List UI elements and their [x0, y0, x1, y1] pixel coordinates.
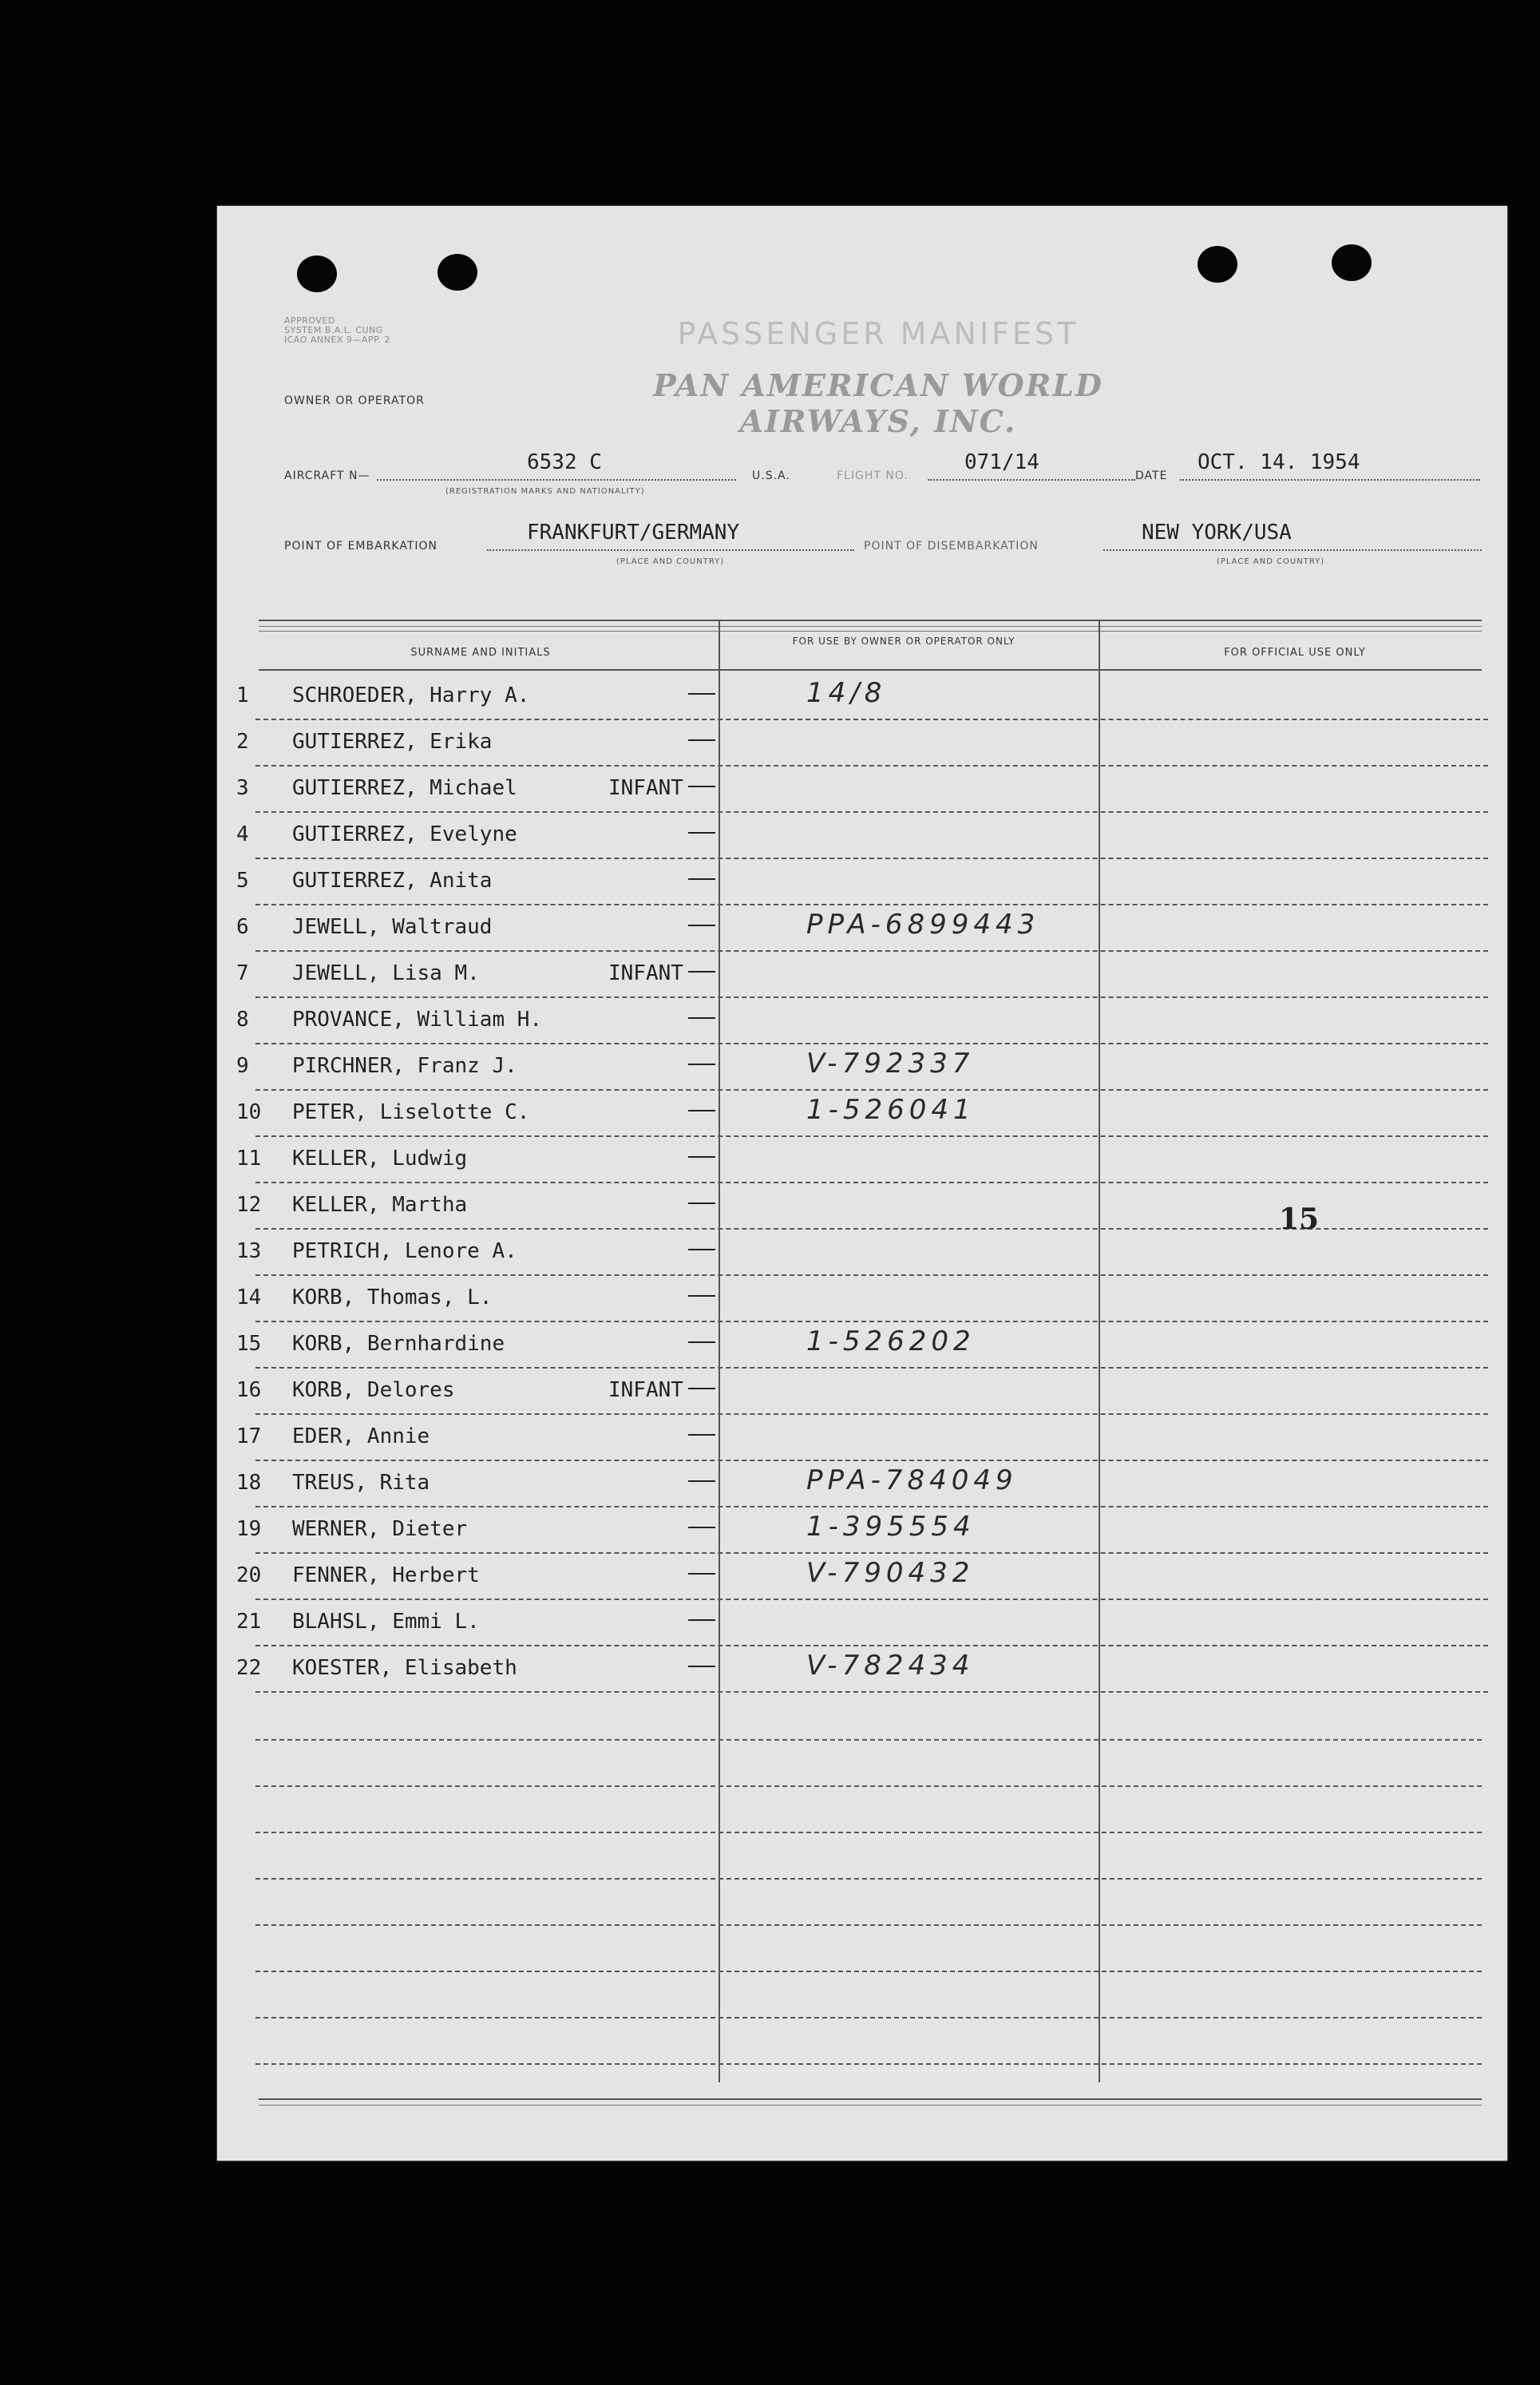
passenger-row: [217, 720, 1507, 767]
handwritten-entry: V-790432: [806, 1557, 975, 1589]
official-count: 15: [1279, 1202, 1320, 1236]
date-label: DATE: [1135, 469, 1168, 482]
disembarkation-value: NEW YORK/USA: [1142, 521, 1292, 545]
column-official-use: FOR OFFICIAL USE ONLY: [1224, 647, 1366, 659]
row-number: 21: [236, 1610, 262, 1634]
passenger-name: PETRICH, Lenore A.: [292, 1239, 517, 1263]
row-number: 17: [236, 1424, 262, 1448]
passenger-row: [217, 1230, 1507, 1276]
check-mark: [688, 739, 715, 741]
blank-row-rule: [255, 2017, 1482, 2019]
passenger-name: KELLER, Martha: [292, 1193, 468, 1217]
punch-hole: [1198, 246, 1237, 283]
passenger-name: BLAHSL, Emmi L.: [292, 1610, 480, 1634]
row-number: 22: [236, 1656, 262, 1680]
passenger-row: [217, 1415, 1507, 1461]
passenger-row: [217, 859, 1507, 905]
row-number: 13: [236, 1239, 262, 1263]
approval-line: SYSTEM B.A.L. CUNG: [284, 325, 383, 335]
row-number: 18: [236, 1471, 262, 1495]
passenger-name: WERNER, Dieter: [292, 1517, 468, 1541]
passenger-name: SCHROEDER, Harry A.: [292, 683, 530, 707]
blank-row-rule: [255, 1739, 1482, 1741]
passenger-row: [217, 767, 1507, 813]
passenger-row: [217, 1137, 1507, 1183]
passenger-row: [217, 1091, 1507, 1137]
passenger-row: [217, 1646, 1507, 1693]
approval-line: APPROVED: [284, 315, 335, 326]
check-mark: [688, 1480, 715, 1482]
passenger-name: KORB, Thomas, L.: [292, 1286, 493, 1309]
passenger-name: JEWELL, Waltraud: [292, 915, 493, 939]
passenger-name: PETER, Liselotte C.: [292, 1100, 530, 1124]
check-mark: [688, 1341, 715, 1343]
row-number: 16: [236, 1378, 262, 1402]
check-mark: [688, 971, 715, 973]
check-mark: [688, 925, 715, 926]
embarkation-label: POINT OF EMBARKATION: [284, 540, 438, 553]
row-number: 2: [236, 730, 249, 754]
disembarkation-caption: (PLACE AND COUNTRY): [1217, 557, 1325, 566]
row-number: 11: [236, 1147, 262, 1171]
form-title: PASSENGER MANIFEST: [677, 316, 1079, 351]
passenger-name: TREUS, Rita: [292, 1471, 430, 1495]
passenger-row: [217, 1600, 1507, 1646]
embarkation-value: FRANKFURT/GERMANY: [527, 521, 740, 545]
passenger-note: INFANT: [608, 961, 683, 985]
punch-hole: [437, 254, 477, 291]
passenger-name: GUTIERREZ, Erika: [292, 730, 493, 754]
embarkation-caption: (PLACE AND COUNTRY): [616, 557, 725, 566]
passenger-row: [217, 998, 1507, 1044]
passenger-row: [217, 1322, 1507, 1369]
passenger-name: FENNER, Herbert: [292, 1563, 480, 1587]
row-number: 3: [236, 776, 249, 800]
check-mark: [688, 878, 715, 880]
check-mark: [688, 1388, 715, 1389]
column-surname: SURNAME AND INITIALS: [410, 647, 551, 659]
check-mark: [688, 1527, 715, 1528]
usa-label: U.S.A.: [752, 469, 790, 482]
row-number: 4: [236, 822, 249, 846]
row-number: 14: [236, 1286, 262, 1309]
handwritten-entry: V-792337: [806, 1048, 975, 1080]
row-number: 5: [236, 869, 249, 893]
column-owner-use: FOR USE BY OWNER OR OPERATOR ONLY: [792, 636, 1015, 647]
passenger-name: GUTIERREZ, Anita: [292, 869, 493, 893]
check-mark: [688, 1619, 715, 1621]
handwritten-entry: PPA-784049: [806, 1464, 1018, 1496]
row-number: 9: [236, 1054, 249, 1078]
passenger-note: INFANT: [608, 776, 683, 800]
check-mark: [688, 1156, 715, 1158]
check-mark: [688, 1666, 715, 1667]
flight-value: 071/14: [964, 450, 1039, 474]
passenger-row: [217, 1044, 1507, 1091]
check-mark: [688, 693, 715, 695]
blank-row-rule: [255, 2063, 1482, 2065]
row-number: 1: [236, 683, 249, 707]
manifest-sheet: [217, 206, 1507, 2161]
check-mark: [688, 1064, 715, 1065]
registration-caption: (REGISTRATION MARKS AND NATIONALITY): [445, 487, 645, 496]
passenger-name: KORB, Bernhardine: [292, 1332, 505, 1356]
handwritten-entry: PPA-6899443: [806, 909, 1040, 941]
row-number: 7: [236, 961, 249, 985]
blank-row-rule: [255, 1971, 1482, 1972]
row-number: 10: [236, 1100, 262, 1124]
passenger-name: KOESTER, Elisabeth: [292, 1656, 517, 1680]
passenger-row: [217, 905, 1507, 952]
passenger-row: [217, 674, 1507, 720]
passenger-row: [217, 1276, 1507, 1322]
passenger-name: PROVANCE, William H.: [292, 1008, 543, 1032]
blank-row-rule: [255, 1785, 1482, 1787]
passenger-row: [217, 813, 1507, 859]
approval-line: ICAO ANNEX 9—APP. 2: [284, 335, 390, 345]
handwritten-entry: 1-526202: [806, 1325, 976, 1357]
owner-label: OWNER OR OPERATOR: [284, 394, 425, 407]
airline-name: PAN AMERICAN WORLD AIRWAYS, INC.: [653, 367, 1103, 439]
check-mark: [688, 1249, 715, 1250]
date-value: OCT. 14. 1954: [1198, 450, 1360, 474]
blank-row-rule: [255, 1878, 1482, 1880]
check-mark: [688, 786, 715, 787]
approval-stamp: [284, 316, 390, 345]
check-mark: [688, 1573, 715, 1575]
row-number: 8: [236, 1008, 249, 1032]
blank-row-rule: [255, 1832, 1482, 1833]
handwritten-entry: 14/8: [806, 677, 887, 709]
handwritten-entry: 1-526041: [806, 1094, 976, 1126]
handwritten-entry: V-782434: [806, 1650, 975, 1682]
passenger-row: [217, 952, 1507, 998]
disembarkation-label: POINT OF DISEMBARKATION: [864, 540, 1039, 553]
check-mark: [688, 832, 715, 834]
check-mark: [688, 1110, 715, 1111]
row-number: 12: [236, 1193, 262, 1217]
punch-hole: [1332, 244, 1372, 281]
passenger-row: [217, 1461, 1507, 1507]
row-rule: [255, 1691, 1488, 1693]
passenger-name: KELLER, Ludwig: [292, 1147, 468, 1171]
blank-row-rule: [255, 1924, 1482, 1926]
row-number: 15: [236, 1332, 262, 1356]
check-mark: [688, 1017, 715, 1019]
aircraft-label: AIRCRAFT N—: [284, 469, 370, 482]
passenger-name: KORB, Delores: [292, 1378, 455, 1402]
check-mark: [688, 1202, 715, 1204]
row-number: 6: [236, 915, 249, 939]
row-number: 20: [236, 1563, 262, 1587]
passenger-name: PIRCHNER, Franz J.: [292, 1054, 517, 1078]
passenger-name: GUTIERREZ, Michael: [292, 776, 517, 800]
check-mark: [688, 1295, 715, 1297]
punch-hole: [297, 256, 337, 292]
handwritten-entry: 1-395554: [806, 1511, 976, 1543]
passenger-row: [217, 1507, 1507, 1554]
flight-label: FLIGHT NO.: [837, 469, 909, 482]
passenger-row: [217, 1554, 1507, 1600]
row-number: 19: [236, 1517, 262, 1541]
passenger-note: INFANT: [608, 1378, 683, 1402]
passenger-row: [217, 1369, 1507, 1415]
passenger-name: JEWELL, Lisa M.: [292, 961, 480, 985]
passenger-name: EDER, Annie: [292, 1424, 430, 1448]
passenger-name: GUTIERREZ, Evelyne: [292, 822, 517, 846]
check-mark: [688, 1434, 715, 1436]
aircraft-value: 6532 C: [527, 450, 602, 474]
